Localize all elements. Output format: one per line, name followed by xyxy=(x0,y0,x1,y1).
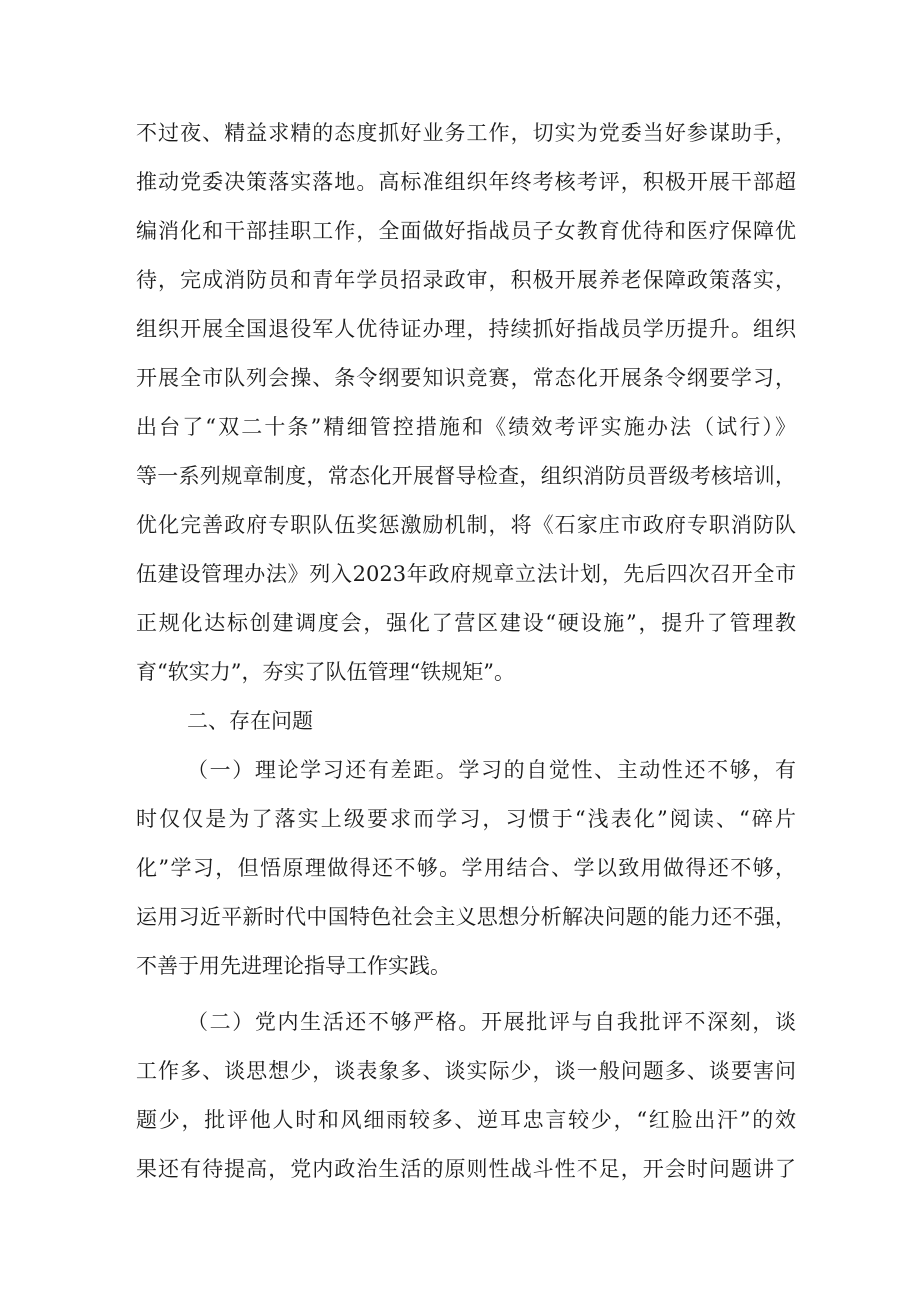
paragraph3-line: 工作多、谈思想少，谈表象多、谈实际少，谈一般问题多、谈要害问 xyxy=(136,1059,796,1083)
paragraph1-line: 待，完成消防员和青年学员招录政审，积极开展养老保障政策落实， xyxy=(136,268,796,292)
paragraph1-line: 育“软实力”，夯实了队伍管理“铁规矩”。 xyxy=(136,660,515,684)
paragraph1-line: 推动党委决策落实落地。高标准组织年终考核考评，积极开展干部超 xyxy=(136,170,796,194)
paragraph1-line: 出台了“双二十条”精细管控措施和《绩效考评实施办法（试行）》 xyxy=(136,415,796,439)
paragraph2-line: 时仅仅是为了落实上级要求而学习，习惯于“浅表化”阅读、“碎片 xyxy=(136,807,796,831)
paragraph1-line: 伍建设管理办法》列入2023年政府规章立法计划，先后四次召开全市 xyxy=(136,562,796,586)
paragraph3-line: （二）党内生活还不够严格。开展批评与自我批评不深刻，谈 xyxy=(187,1010,796,1034)
paragraph1-line: 组织开展全国退役军人优待证办理，持续抓好指战员学历提升。组织 xyxy=(136,317,796,341)
paragraph3-line: 果还有待提高，党内政治生活的原则性战斗性不足，开会时问题讲了 xyxy=(136,1157,796,1181)
section-heading: 二、存在问题 xyxy=(187,709,313,733)
paragraph1-line: 正规化达标创建调度会，强化了营区建设“硬设施”，提升了管理教 xyxy=(136,611,796,635)
paragraph1-line: 开展全市队列会操、条令纲要知识竞赛，常态化开展条令纲要学习， xyxy=(136,366,796,390)
paragraph2-line: 化”学习，但悟原理做得还不够。学用结合、学以致用做得还不够， xyxy=(136,856,796,880)
paragraph1-line: 不过夜、精益求精的态度抓好业务工作，切实为党委当好参谋助手， xyxy=(136,121,796,145)
paragraph1-line: 优化完善政府专职队伍奖惩激励机制，将《石家庄市政府专职消防队 xyxy=(136,513,796,537)
paragraph1-line: 编消化和干部挂职工作，全面做好指战员子女教育优待和医疗保障优 xyxy=(136,219,796,243)
paragraph3-line: 题少，批评他人时和风细雨较多、逆耳忠言较少，“红脸出汗”的效 xyxy=(136,1108,796,1132)
paragraph1-line: 等一系列规章制度，常态化开展督导检查，组织消防员晋级考核培训， xyxy=(136,464,796,488)
paragraph2-line: （一）理论学习还有差距。学习的自觉性、主动性还不够，有 xyxy=(187,758,796,782)
paragraph2-line: 不善于用先进理论指导工作实践。 xyxy=(136,954,451,978)
paragraph2-line: 运用习近平新时代中国特色社会主义思想分析解决问题的能力还不强， xyxy=(136,905,796,929)
